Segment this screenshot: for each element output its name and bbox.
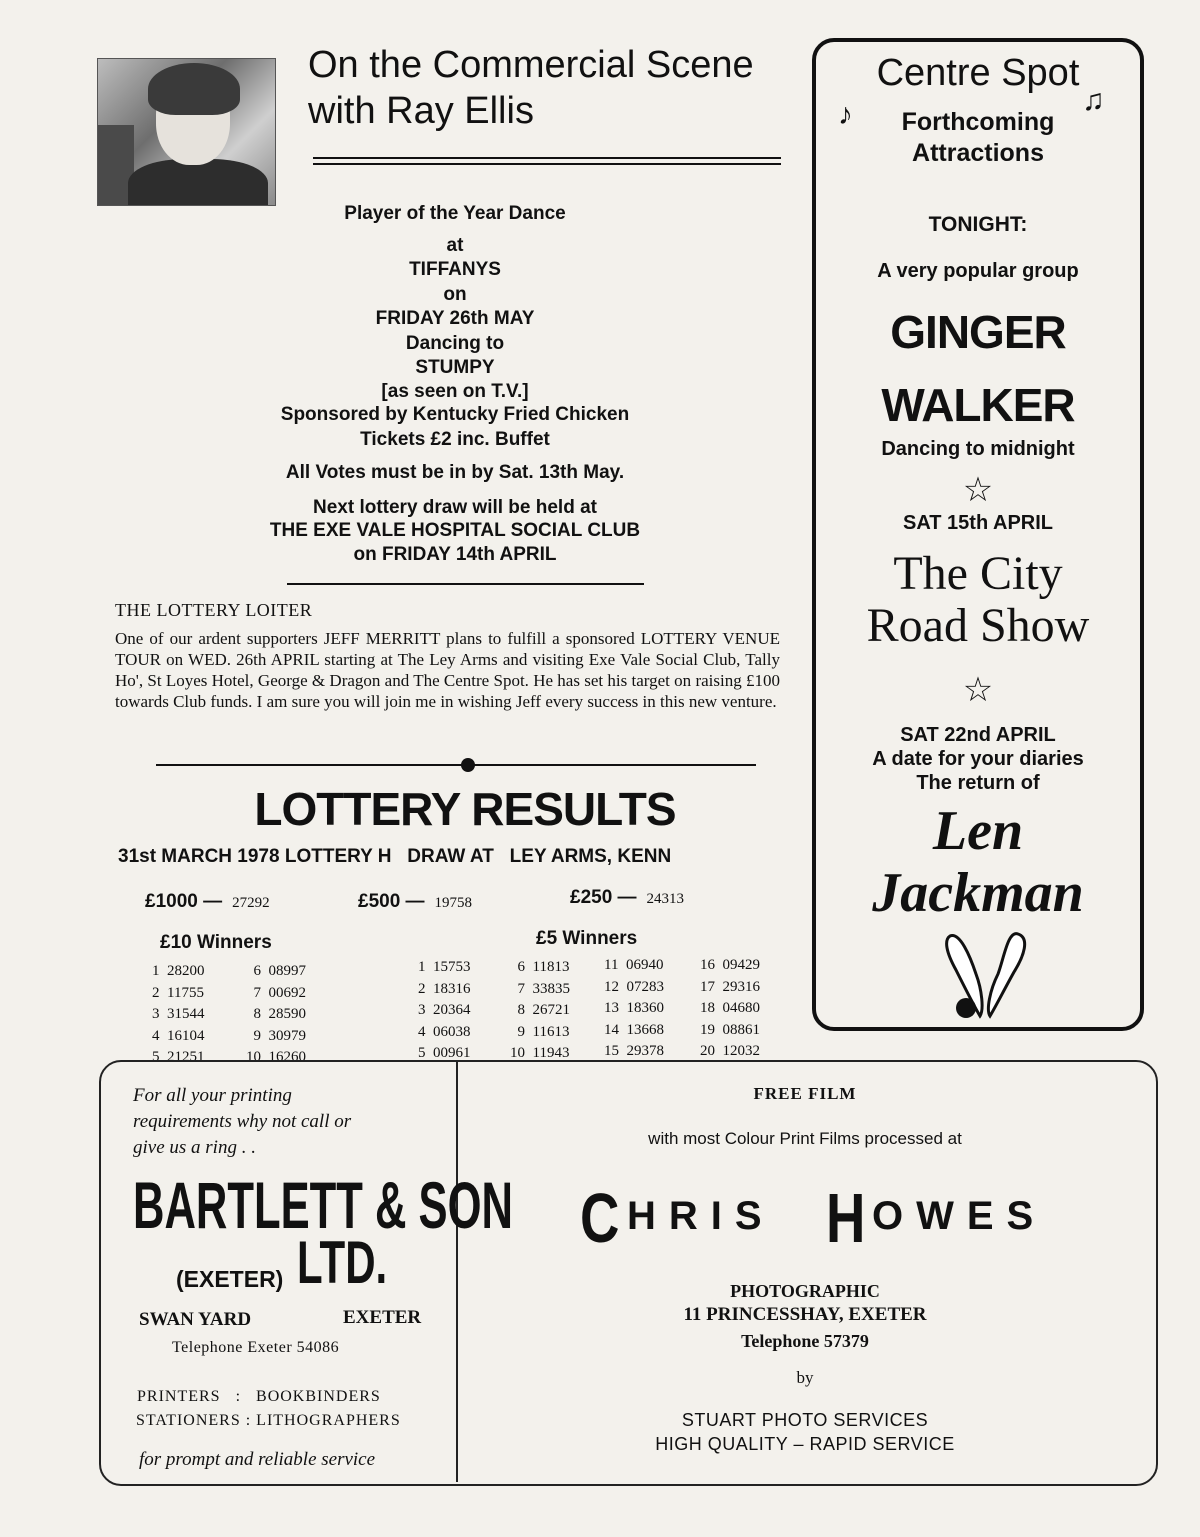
music-note-right-icon: ♫ — [1082, 84, 1105, 117]
title-rule-top — [313, 157, 781, 159]
bartlett-phone: Telephone Exeter 54086 — [172, 1339, 340, 1356]
prize-1000 — [145, 891, 270, 913]
columnist-photo — [97, 58, 276, 206]
ltd-text: LTD. — [297, 1229, 388, 1296]
centre-spot-sub2: Attractions — [912, 139, 1044, 167]
star-icon: ☆ — [962, 671, 994, 709]
band-name-line2: WALKER — [881, 379, 1075, 431]
logo-owes: OWES — [872, 1194, 1047, 1238]
stuart-photo-services: STUART PHOTO SERVICES — [681, 1410, 929, 1430]
chris-howes-phone: Telephone 57379 — [741, 1331, 869, 1351]
prize-amount: £250 — — [570, 887, 637, 908]
exeter-label: EXETER — [343, 1307, 422, 1328]
photographic-label: PHOTOGRAPHIC — [730, 1281, 880, 1301]
section-divider — [287, 583, 644, 585]
announcement-line: Tickets £2 inc. Buffet — [360, 429, 550, 450]
loiter-heading: THE LOTTERY LOITER — [115, 600, 313, 620]
five-winners-col4: 16 09429 17 29316 18 04680 19 08861 20 12032 — [700, 957, 760, 1059]
prize-number: 19758 — [434, 895, 473, 911]
date-15-april: SAT 15th APRIL — [902, 512, 1053, 534]
five-winners-col3: 11 06940 12 07283 13 18360 14 13668 15 29378 — [604, 957, 664, 1059]
five-winners-heading: £5 Winners — [536, 928, 638, 949]
printing-intro-line1: For all your printing — [133, 1085, 292, 1106]
lottery-loiter-article — [115, 600, 780, 712]
draw-line: on FRIDAY 14th APRIL — [353, 544, 557, 565]
photo-hair — [148, 63, 240, 115]
ten-winners-heading: £10 Winners — [160, 932, 272, 953]
five-winners-col2: 6 11813 7 33835 8 26721 9 11613 10 11943 — [510, 959, 570, 1061]
column-title-line2: with Ray Ellis — [308, 90, 534, 132]
announcement-line: STUMPY — [415, 357, 495, 378]
column-title-line1: On the Commercial Scene — [308, 44, 754, 86]
swan-yard: SWAN YARD — [139, 1309, 252, 1330]
centre-spot-sub1: Forthcoming — [901, 108, 1055, 136]
announcement-line: Dancing to — [405, 333, 505, 354]
film-offer: with most Colour Print Films processed at — [648, 1129, 962, 1148]
bartlett-name — [133, 1168, 513, 1242]
announcement-line: FRIDAY 26th MAY — [375, 308, 535, 329]
announcement-line: Sponsored by Kentucky Fried Chicken — [280, 404, 630, 425]
date-22-april: SAT 22nd APRIL — [900, 724, 1056, 746]
ten-winners-col1: 1 28200 2 11755 3 31544 4 16104 5 21251 — [152, 963, 205, 1065]
announcement-line: at — [446, 235, 464, 256]
printing-intro-line3: give us a ring . . — [133, 1137, 256, 1158]
logo-hris: HRIS — [627, 1194, 775, 1238]
prize-500 — [358, 891, 472, 913]
return-of-label: The return of — [916, 772, 1040, 794]
chris-howes-address: 11 PRINCESSHAY, EXETER — [683, 1304, 927, 1325]
lottery-results-title: LOTTERY RESULTS — [254, 783, 676, 835]
loiter-body: One of our ardent supporters JEFF MERRITT plans to fulfill a sponsored LOTTERY VENUE TOUR on WED. 26th APRIL starting at The Ley Arms and visiting Exe Vale Social Club, Tally Ho', St Loyes Hotel, George & Dragon and The Centre Spot. He has set his target on raising £100 towards Club funds. I am sure you will join me in wishing Jeff every success in this new venture. — [115, 629, 780, 711]
show-name-line2: Road Show — [866, 599, 1090, 652]
star-icon: ☆ — [962, 471, 994, 509]
exeter-paren: (EXETER) — [176, 1266, 284, 1292]
announcement-line: TIFFANYS — [409, 259, 501, 280]
services-line1: PRINTERS : BOOKBINDERS — [137, 1388, 381, 1405]
dancing-midnight: Dancing to midnight — [881, 438, 1075, 460]
quality-tagline: HIGH QUALITY – RAPID SERVICE — [655, 1434, 955, 1454]
announcement-line: [as seen on T.V.] — [381, 381, 529, 402]
printing-intro-line2: requirements why not call or — [133, 1111, 352, 1132]
music-note-left-icon: ♪ — [838, 98, 853, 131]
title-rule-bottom — [313, 163, 781, 165]
bartlett-name-text: BARTLETT & SON — [133, 1168, 513, 1242]
services-line2: STATIONERS : LITHOGRAPHERS — [136, 1412, 401, 1429]
prize-number: 24313 — [646, 891, 685, 907]
advert-divider — [456, 1062, 458, 1482]
centre-spot-title: Centre Spot — [876, 52, 1080, 94]
show-name-line1: The City — [893, 547, 1063, 600]
divider-dot-icon — [461, 758, 475, 772]
bartlett-tagline: for prompt and reliable service — [139, 1449, 376, 1470]
by-label: by — [796, 1368, 814, 1387]
ten-winners-col2: 6 08997 7 00692 8 28590 9 30979 10 16260 — [246, 963, 306, 1065]
bowling-pins-icon — [940, 930, 1036, 1026]
tonight-label: TONIGHT: — [928, 213, 1028, 236]
photo-shoulders — [128, 159, 268, 206]
draw-line: Next lottery draw will be held at — [312, 497, 597, 518]
band-name-line1: GINGER — [890, 306, 1066, 358]
ltd-label — [297, 1229, 426, 1296]
announcement-line: on — [443, 284, 467, 305]
prize-250 — [570, 887, 684, 909]
printing-intro — [133, 1083, 351, 1161]
prize-amount: £1000 — — [145, 891, 223, 912]
diaries-note: A date for your diaries — [872, 748, 1084, 770]
artist-name-line2: Jackman — [872, 862, 1084, 924]
logo-letter-c: C — [580, 1179, 620, 1257]
results-divider — [156, 764, 756, 766]
votes-deadline: All Votes must be in by Sat. 13th May. — [285, 462, 625, 483]
chris-howes-logo — [580, 1179, 1050, 1263]
prize-amount: £500 — — [358, 891, 425, 912]
popular-group-label: A very popular group — [877, 260, 1079, 282]
logo-letter-h: H — [826, 1179, 866, 1257]
five-winners-col1: 1 15753 2 18316 3 20364 4 06038 5 00961 — [418, 959, 471, 1061]
lottery-results-subtitle: 31st MARCH 1978 LOTTERY H DRAW AT LEY ARMS, KENN — [118, 846, 672, 867]
draw-line: THE EXE VALE HOSPITAL SOCIAL CLUB — [269, 520, 641, 541]
column-title — [308, 42, 788, 134]
prize-number: 27292 — [232, 895, 270, 911]
free-film: FREE FILM — [753, 1084, 857, 1103]
artist-name-line1: Len — [932, 800, 1024, 862]
announcement-line: Player of the Year Dance — [344, 203, 566, 224]
